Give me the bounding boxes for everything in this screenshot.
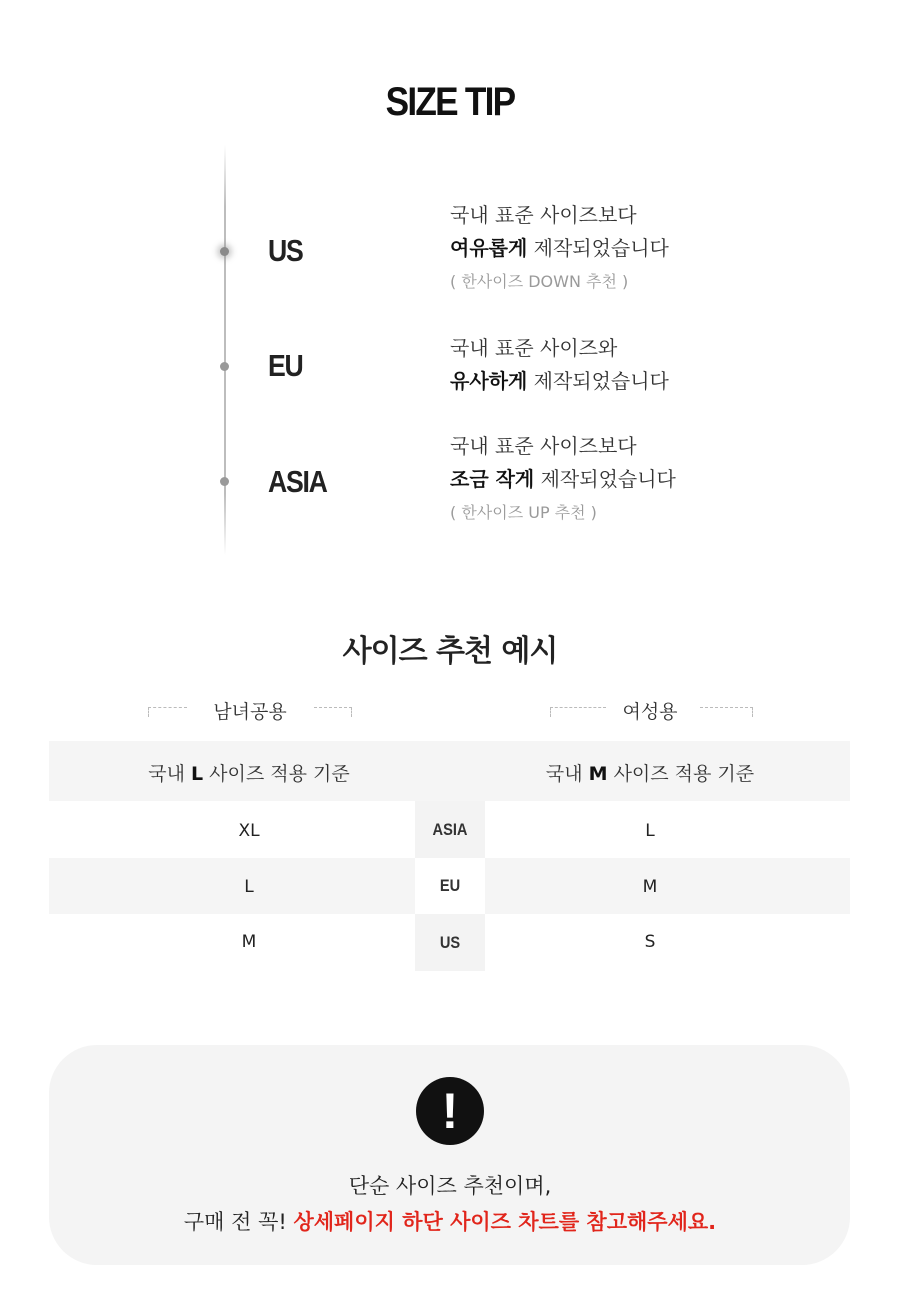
region-cell: [415, 858, 485, 914]
tip-us-line2: [450, 232, 669, 265]
right-size-cell: S: [644, 932, 656, 952]
left-header-post: 사이즈 적용 기준: [203, 763, 350, 785]
timeline-dot-asia: [220, 477, 229, 486]
left-header-size: L: [191, 763, 204, 785]
notice-line2: [0, 1206, 900, 1236]
tip-eu-line2: [450, 365, 669, 398]
tip-asia-bold: 조금 작게: [450, 467, 535, 491]
left-size-cell: L: [244, 877, 254, 897]
region-cell-label: EU: [439, 876, 461, 895]
region-label-us: US: [268, 233, 303, 268]
tip-eu-rest: 제작되었습니다: [527, 369, 669, 393]
right-size-cell: L: [645, 821, 655, 841]
table-header-row: [49, 741, 850, 801]
notice-line2-pre: 구매 전 꼭!: [183, 1210, 294, 1234]
right-header-post: 사이즈 적용 기준: [607, 763, 755, 785]
page-title: SIZE TIP: [385, 80, 515, 124]
bracket-left-unisex: [148, 707, 187, 717]
tip-us: [450, 199, 669, 298]
group-label-unisex: 남녀공용: [213, 701, 287, 723]
notice-line1: 단순 사이즈 추천이며,: [348, 1174, 552, 1198]
left-header-pre: 국내: [148, 763, 192, 785]
region-cell-label: US: [439, 933, 461, 952]
right-header: [450, 759, 850, 786]
tip-us-note: ( 한사이즈 DOWN 추천 ): [450, 272, 629, 291]
tip-eu: [450, 332, 669, 398]
bracket-right-women: [700, 707, 753, 717]
group-label-women: 여성용: [622, 701, 678, 723]
region-cell: [415, 801, 485, 858]
tip-us-bold: 여유롭게: [450, 236, 528, 260]
region-label-asia: ASIA: [268, 464, 327, 499]
right-header-pre: 국내: [545, 763, 589, 785]
tip-eu-bold: 유사하게: [450, 369, 528, 393]
example-title: 사이즈 추천 예시: [342, 634, 558, 669]
right-size-cell: M: [642, 877, 658, 897]
exclamation-icon: !: [416, 1077, 484, 1145]
timeline-dot-eu: [220, 362, 229, 371]
right-header-size: M: [588, 763, 608, 785]
tip-eu-line1: 국내 표준 사이즈와: [450, 336, 618, 360]
left-size-cell: XL: [238, 821, 260, 841]
tip-asia: [450, 430, 676, 529]
bracket-right-unisex: [314, 707, 352, 717]
region-label-eu: EU: [268, 348, 303, 383]
tip-asia-line2: [450, 463, 676, 496]
tip-us-line1: 국내 표준 사이즈보다: [450, 203, 637, 227]
timeline-dot-us: [220, 247, 229, 256]
bracket-left-women: [550, 707, 606, 717]
tip-asia-line1: 국내 표준 사이즈보다: [450, 434, 637, 458]
timeline-line: [224, 145, 226, 555]
left-size-cell: M: [241, 932, 257, 952]
region-cell-label: ASIA: [432, 820, 468, 839]
tip-asia-note: ( 한사이즈 UP 추천 ): [450, 503, 597, 522]
notice-line2-highlight: 상세페이지 하단 사이즈 차트를 참고해주세요.: [293, 1210, 717, 1234]
left-header: [49, 759, 449, 786]
tip-us-rest: 제작되었습니다: [527, 236, 669, 260]
tip-asia-rest: 제작되었습니다: [534, 467, 676, 491]
region-cell: [415, 914, 485, 971]
